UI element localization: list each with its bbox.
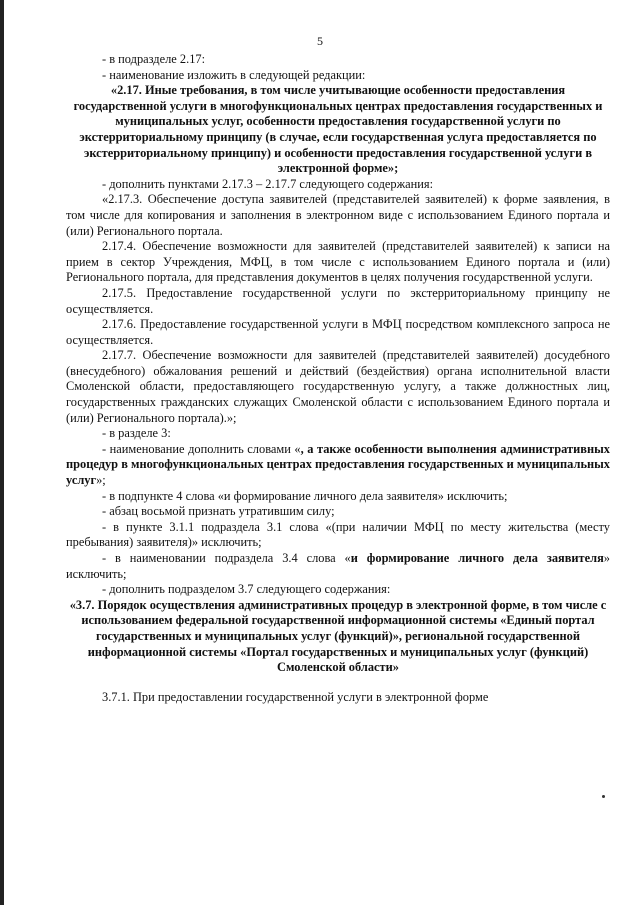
paragraph-2-17-5: 2.17.5. Предоставление государственной услуги по экстерриториальному принципу не осуществляется. (66, 285, 610, 316)
text-line: - в подразделе 2.17: (102, 52, 206, 66)
text-line: - дополнить подразделом 3.7 следующего содержания: (102, 582, 391, 597)
text-line: - в пункте 3.1.1 подраздела 3.1 слова «(при наличии МФЦ по месту жительства (месту пребывания) заявителя)» исключить; (66, 519, 610, 550)
paragraph-2-17-7: 2.17.7. Обеспечение возможности для заявителей (представителей заявителей) досудебного (внесудебного) обжалования решений и действий (бездействия) органа исполнительной власти Смоленской области, предоставляющего государственную услугу, а также должностных лиц, государственных гражданских служащих Смоленской области с использованием Единого портала и (или) Регионального портала).»; (66, 348, 610, 425)
paragraph-2-17-6: 2.17.6. Предоставление государственной услуги в МФЦ посредством комплексного запроса не осуществляется. (66, 317, 610, 347)
text-line: - в разделе 3: (102, 426, 171, 441)
amendment-line (66, 442, 610, 489)
text-line: - в подпункте 4 слова «и формирование личного дела заявителя» исключить; (102, 488, 508, 503)
document-body (66, 52, 610, 705)
paragraph-2-17-4: 2.17.4. Обеспечение возможности для заявителей (представителей заявителей) к записи на прием в сектор Учреждения, МФЦ, в том числе с использованием Единого портала и (или) Регионального портала, для представления документов в целях получения государственной услуги. (66, 239, 610, 285)
scan-edge (0, 0, 4, 905)
bold-fragment: и формирование личного дела заявителя (350, 551, 604, 565)
text-line: - дополнить пунктами 2.17.3 – 2.17.7 следующего содержания: (102, 176, 434, 191)
scan-speck (602, 795, 605, 798)
text-line: - наименование изложить в следующей редакции: (102, 67, 366, 82)
text-fragment: » исключить; (66, 551, 610, 581)
bold-fragment: , а также особенности выполнения административных процедур в многофункциональных центрах предоставления государственных и муниципальных услуг (66, 441, 610, 488)
section-heading-3-7: «3.7. Порядок осуществления административных процедур в электронной форме, в том числе с использованием федеральной государственной информационной системы «Единый портал государственных и муниципальных услуг (функций)», региональной государственной информационной системы «Портал государственных и муниципальных услуг (функций) Смоленской области» (69, 597, 607, 675)
page-number: 5 (317, 34, 323, 48)
spacer (66, 676, 610, 690)
paragraph-2-17-3: «2.17.3. Обеспечение доступа заявителей (представителей заявителей) к форме заявления, в том числе для копирования и заполнения в электронном виде с использованием Единого портала и (или) Регионального портала. (66, 192, 610, 238)
section-heading-2-17: «2.17. Иные требования, в том числе учитывающие особенности предоставления государственной услуги в многофункциональных центрах предоставления государственных и муниципальных услуг, особенности предоставления государственной услуги по экстерриториальному принципу (в случае, если государственная услуга предоставляется по экстерриториальному принципу) и особенности предоставления государственной услуги в электронной форме»; (73, 83, 603, 176)
text-line: - абзац восьмой признать утратившим силу; (102, 504, 335, 519)
text-fragment: »; (96, 473, 106, 488)
paragraph-3-7-1: 3.7.1. При предоставлении государственной услуги в электронной форме (102, 689, 489, 704)
amendment-line (66, 551, 610, 582)
text-fragment: - в наименовании подраздела 3.4 слова « (102, 551, 351, 565)
text-fragment: - наименование дополнить словами « (102, 441, 301, 456)
